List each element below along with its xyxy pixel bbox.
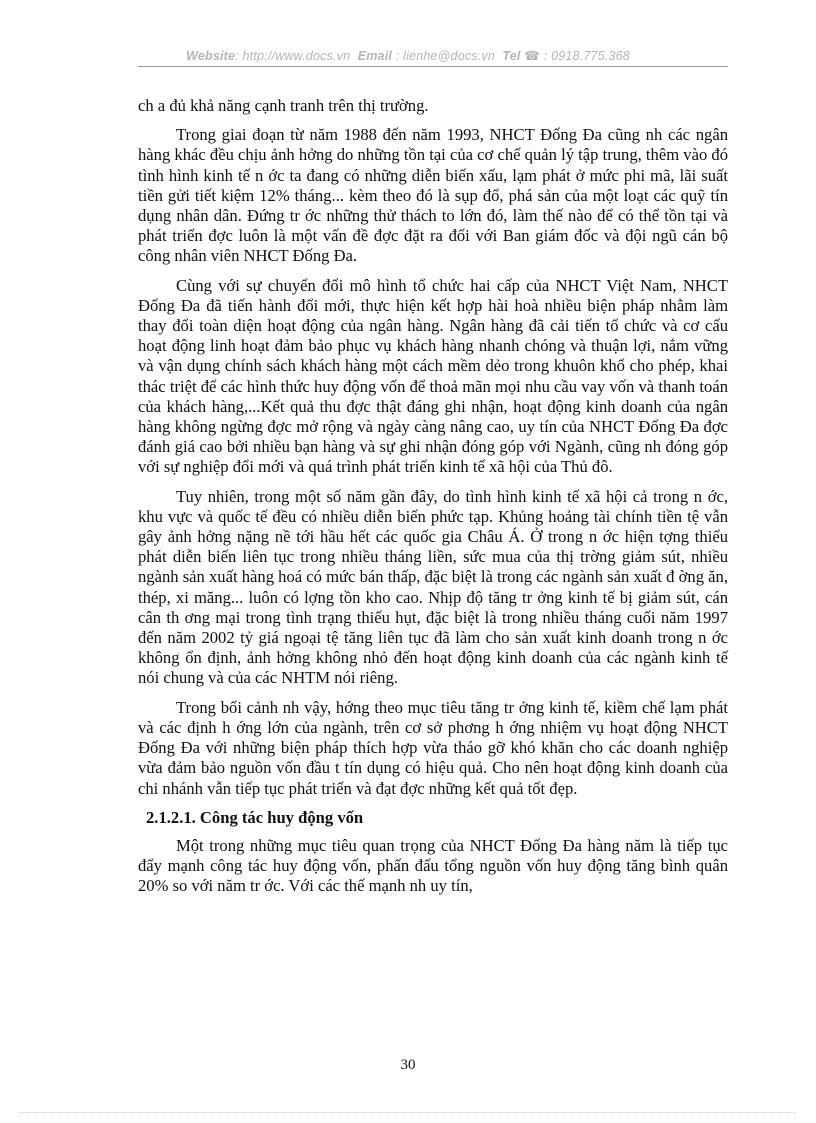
paragraph: Trong giai đoạn từ năm 1988 đến năm 1993, NHCT Đống Đa cũng nh các ngân hàng khác đều chịu ảnh hởng do những tồn tại của cơ chế quản lý tập trung, thêm vào đó tình hình kinh tế n ớc ta đang có những diễn biến xấu, lạm phát ở mức phi mã, lãi suất tiền gửi tiết kiệm 12% tháng... kèm theo đó là sụp đổ, phá sản của một loạt các quỹ tín dụng nhân dân. Đứng tr ớc những thử thách to lớn đó, làm thế nào để có thể tồn tại và phát triển đợc luôn là một vấn đề đợc đặt ra đối với Ban giám đốc và đội ngũ cán bộ công nhân viên NHCT Đống Đa. bbox=[138, 125, 728, 266]
page-number: 30 bbox=[400, 1057, 416, 1073]
email-label: Email bbox=[357, 49, 393, 63]
website-label: Website bbox=[186, 49, 236, 63]
website-value: : http://www.docs.vn bbox=[235, 49, 351, 63]
paragraph: Một trong những mục tiêu quan trọng của NHCT Đống Đa hàng năm là tiếp tục đẩy mạnh công tác huy động vốn, phấn đấu tổng nguồn vốn huy động tăng bình quân 20% so với năm tr ớc. Với các thế mạnh nh uy tín, bbox=[138, 835, 728, 896]
header-divider bbox=[138, 66, 728, 67]
paragraph: ch a đủ khả năng cạnh tranh trên thị trường. bbox=[138, 96, 429, 115]
tel-label: Tel bbox=[502, 49, 521, 63]
page-header bbox=[0, 48, 816, 63]
section-heading: 2.1.2.1. Công tác huy động vốn bbox=[146, 807, 364, 827]
email-value: : lienhe@docs.vn bbox=[395, 49, 496, 63]
tel-value: ☎ : 0918.775.368 bbox=[524, 49, 630, 63]
paragraph: Tuy nhiên, trong một số năm gần đây, do tình hình kinh tế xã hội cả trong n ớc, khu vực và quốc tế đều có nhiều diễn biến phức tạp. Khủng hoảng tài chính tiền tệ vẫn gây ảnh hởng nặng nề tới hầu hết các quốc gia Châu Á. Ở trong n ớc hiện tợng thiểu phát diễn biến liên tục trong nhiều tháng liền, sức mua của thị trờng giảm sút, nhiều ngành sản xuất hàng hoá có mức bán thấp, đặc biệt là trong các ngành sản xuất đ ờng ăn, thép, xi măng... luôn có lợng tồn kho cao. Nhịp độ tăng tr ởng kinh tế bị giảm sút, cán cân th ơng mại trong tình trạng thiếu hụt, đặc biệt là trong nhiều tháng cuối năm 1997 đến năm 2002 tỷ giá ngoại tệ tăng liên tục đã làm cho sản xuất kinh doanh trong n ớc không ổn định, ảnh hởng không nhỏ đến hoạt động kinh doanh của các ngành kinh tế nói chung và của các NHTM nói riêng. bbox=[138, 486, 728, 688]
paragraph: Cùng với sự chuyển đổi mô hình tổ chức hai cấp của NHCT Việt Nam, NHCT Đống Đa đã tiến hành đổi mới, thực hiện kết hợp hài hoà nhiều biện pháp nhằm làm thay đổi toàn diện hoạt động của ngân hàng. Ngân hàng đã cải tiến tổ chức và cơ cấu hoạt động linh hoạt đảm bảo phục vụ khách hàng nhanh chóng và thuận lợi, nắm vững và vận dụng chính sách khách hàng một cách mềm dẻo trong khuôn khổ cho phép, khai thác triệt để các hình thức huy động vốn để thoả mãn mọi nhu cầu vay vốn và thanh toán của khách hàng,...Kết quả thu đợc thật đáng ghi nhận, hoạt động kinh doanh của ngân hàng không ngừng đợc mở rộng và ngày càng nâng cao, uy tín của NHCT Đống Đa đợc đánh giá cao bởi nhiều bạn hàng và sự ghi nhận đóng góp với Ngành, cũng nh đóng góp với sự nghiệp đổi mới và quá trình phát triển kinh tế xã hội của Thủ đô. bbox=[138, 275, 728, 477]
document-body bbox=[138, 96, 728, 906]
footer-divider bbox=[20, 1112, 796, 1113]
paragraph: Trong bối cảnh nh vậy, hớng theo mục tiêu tăng tr ởng kinh tế, kiềm chế lạm phát và các định h ớng lớn của ngành, trên cơ sở phơng h ớng nhiệm vụ hoạt động NHCT Đống Đa với những biện pháp thích hợp vừa tháo gỡ khó khăn cho các doanh nghiệp vừa đảm bảo nguồn vốn đầu t tín dụng có hiệu quả. Cho nên hoạt động kinh doanh của chi nhánh vẫn tiếp tục phát triển và đạt đợc những kết quả tốt đẹp. bbox=[138, 697, 728, 798]
